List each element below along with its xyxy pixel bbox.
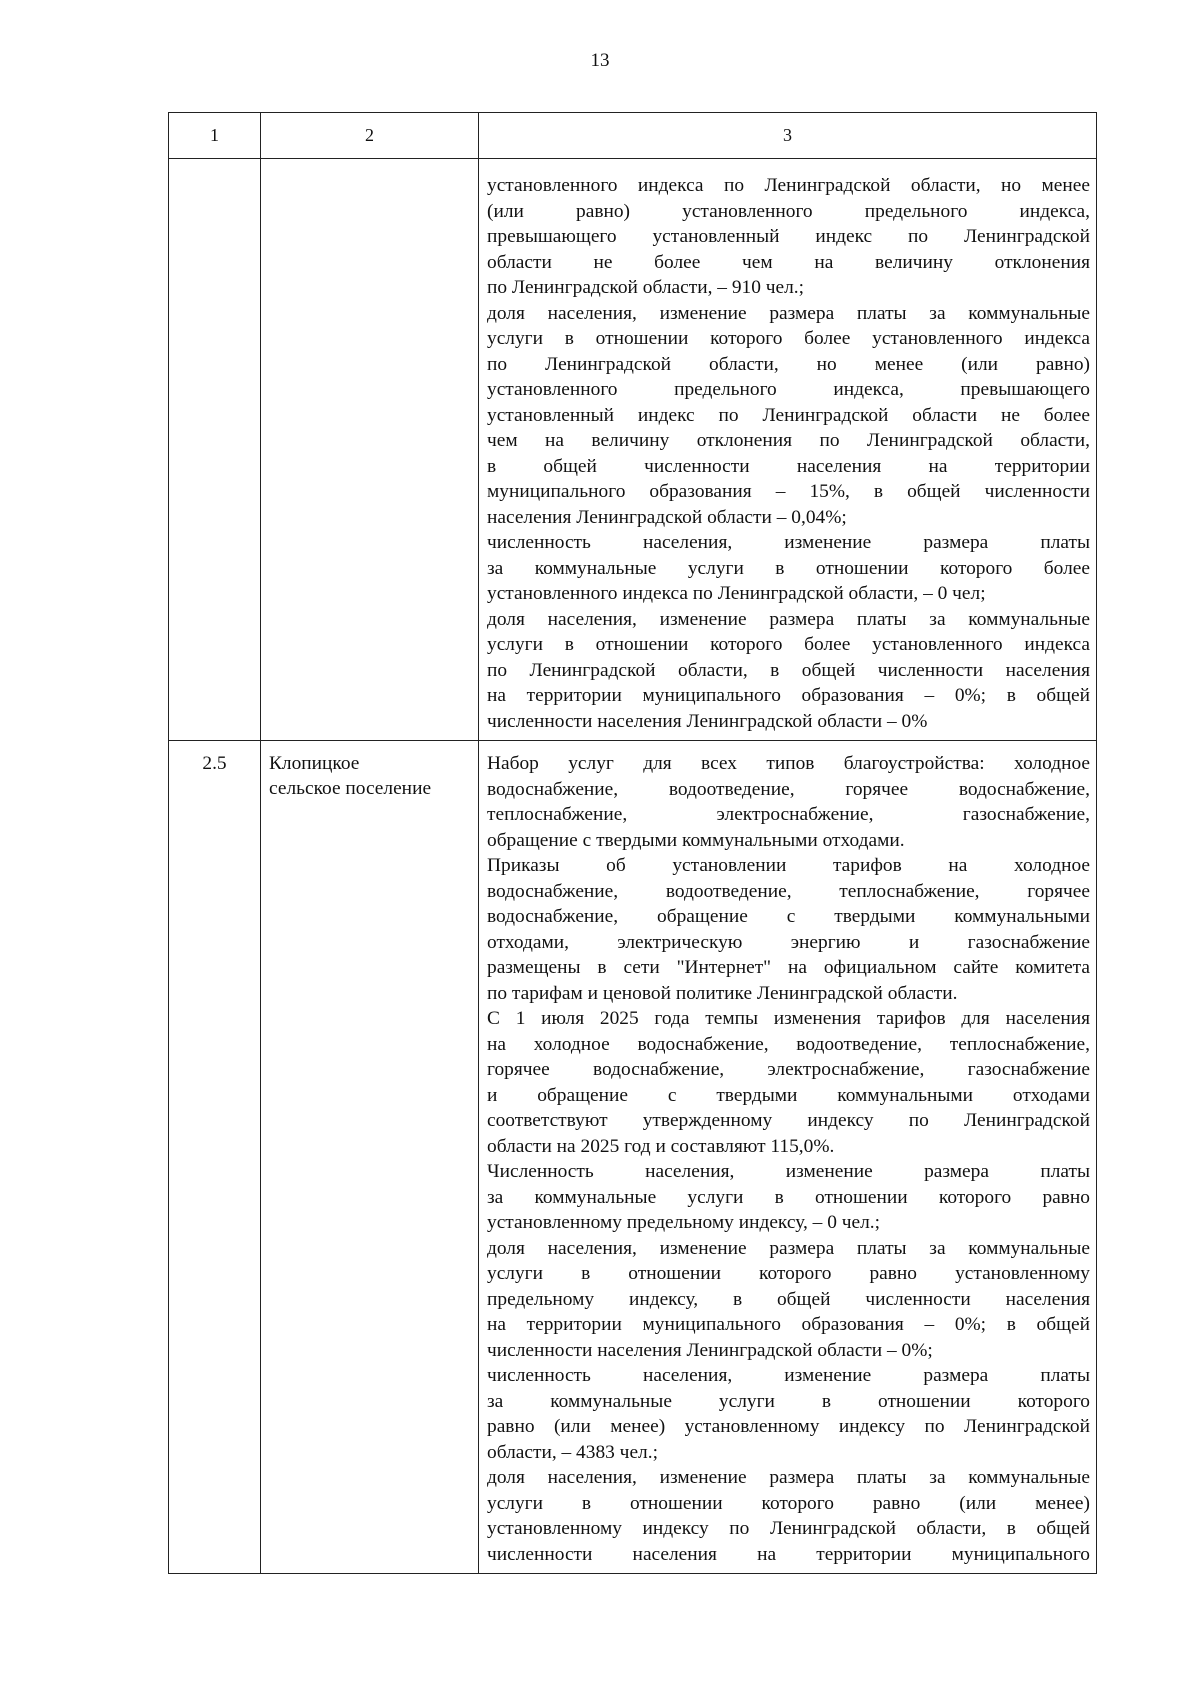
text-line: установленный индекс по Ленинградской области не более	[487, 404, 1090, 426]
text-line: услуги в отношении которого равно (или менее)	[487, 1492, 1090, 1514]
settlement-name-line: Клопицкое	[269, 753, 360, 774]
text-line: и обращение с твердыми коммунальными отходами	[487, 1084, 1090, 1106]
text-line: населения Ленинградской области – 0,04%;	[487, 506, 847, 528]
description-cell	[479, 159, 1097, 741]
text-line: установленному предельному индексу, – 0 чел.;	[487, 1212, 881, 1233]
header-cell-1: 1	[169, 113, 261, 159]
text-line: установленному индексу по Ленинградской области, в общей	[487, 1518, 1090, 1539]
table-row	[169, 159, 1097, 741]
text-line: Численность населения, изменение размера платы	[487, 1161, 1090, 1182]
text-line: за коммунальные услуги в отношении которого более	[487, 557, 1090, 579]
row-number-cell	[169, 159, 261, 741]
text-line: численности населения Ленинградской области – 0%;	[487, 1339, 933, 1361]
text-line: по Ленинградской области, но менее (или равно)	[487, 353, 1090, 375]
text-line: по Ленинградской области, – 910 чел.;	[487, 277, 805, 298]
text-line: С 1 июля 2025 года темпы изменения тарифов для населения	[487, 1008, 1090, 1029]
table-row	[169, 741, 1097, 1574]
text-line: численность населения, изменение размера платы	[487, 1365, 1090, 1386]
text-line: доля населения, изменение размера платы за коммунальные	[487, 1237, 1090, 1259]
text-line: горячее водоснабжение, электроснабжение, газоснабжение	[487, 1059, 1090, 1080]
text-line: за коммунальные услуги в отношении которого	[487, 1390, 1090, 1412]
text-line: соответствуют утвержденному индексу по Ленинградской	[487, 1110, 1090, 1131]
text-line: области не более чем на величину отклонения	[487, 251, 1090, 273]
text-line: услуги в отношении которого более установленного индекса	[487, 328, 1090, 349]
text-line: на территории муниципального образования – 0%; в общей	[487, 1314, 1090, 1335]
text-line: численность населения, изменение размера платы	[487, 532, 1090, 553]
table-header-row	[169, 113, 1097, 159]
text-line: численности населения на территории муниципального	[487, 1543, 1090, 1565]
row-number-cell: 2.5	[169, 741, 261, 1574]
settlement-name-cell	[261, 159, 479, 741]
text-line: размещены в сети "Интернет" на официальном сайте комитета	[487, 957, 1090, 978]
text-line: превышающего установленный индекс по Ленинградской	[487, 226, 1090, 247]
text-line: области, – 4383 чел.;	[487, 1441, 658, 1463]
text-line: услуги в отношении которого равно установленному	[487, 1263, 1090, 1284]
text-line: услуги в отношении которого более установленного индекса	[487, 634, 1090, 655]
text-line: установленного предельного индекса, превышающего	[487, 379, 1090, 400]
text-line: предельному индексу, в общей численности населения	[487, 1288, 1090, 1310]
text-line: обращение с твердыми коммунальными отходами.	[487, 829, 905, 851]
text-line: на холодное водоснабжение, водоотведение, теплоснабжение,	[487, 1033, 1090, 1055]
text-line: Приказы об установлении тарифов на холодное	[487, 855, 1090, 876]
text-line: доля населения, изменение размера платы за коммунальные	[487, 608, 1090, 630]
text-line: водоснабжение, обращение с твердыми коммунальными	[487, 906, 1090, 927]
text-line: (или равно) установленного предельного индекса,	[487, 200, 1090, 222]
text-line: по Ленинградской области, в общей численности населения	[487, 659, 1090, 681]
text-line: водоснабжение, водоотведение, горячее водоснабжение,	[487, 778, 1090, 800]
header-cell-2: 2	[261, 113, 479, 159]
page-number: 13	[590, 50, 610, 71]
text-line: на территории муниципального образования – 0%; в общей	[487, 685, 1090, 706]
text-line: доля населения, изменение размера платы за коммунальные	[487, 1467, 1090, 1488]
text-line: установленного индекса по Ленинградской области, но менее	[487, 175, 1090, 196]
text-line: равно (или менее) установленному индексу по Ленинградской	[487, 1416, 1090, 1437]
settlement-name-cell	[261, 741, 479, 1574]
text-line: численности населения Ленинградской области – 0%	[487, 710, 928, 732]
description-cell	[479, 741, 1097, 1574]
text-line: установленного индекса по Ленинградской области, – 0 чел;	[487, 583, 986, 604]
text-line: водоснабжение, водоотведение, теплоснабжение, горячее	[487, 880, 1090, 902]
text-line: области на 2025 год и составляют 115,0%.	[487, 1135, 835, 1157]
text-line: муниципального образования – 15%, в общей численности	[487, 481, 1090, 502]
text-line: чем на величину отклонения по Ленинградской области,	[487, 430, 1090, 451]
text-line: теплоснабжение, электроснабжение, газоснабжение,	[487, 804, 1090, 825]
text-line: доля населения, изменение размера платы за коммунальные	[487, 302, 1090, 324]
header-cell-3: 3	[479, 113, 1097, 159]
text-line: Набор услуг для всех типов благоустройства: холодное	[487, 753, 1090, 774]
settlement-name-line: сельское поселение	[269, 778, 432, 799]
text-line: по тарифам и ценовой политике Ленинградской области.	[487, 982, 958, 1004]
text-line: за коммунальные услуги в отношении которого равно	[487, 1186, 1090, 1208]
document-table	[168, 112, 1097, 1574]
text-line: отходами, электрическую энергию и газоснабжение	[487, 931, 1090, 953]
text-line: в общей численности населения на территории	[487, 455, 1090, 477]
